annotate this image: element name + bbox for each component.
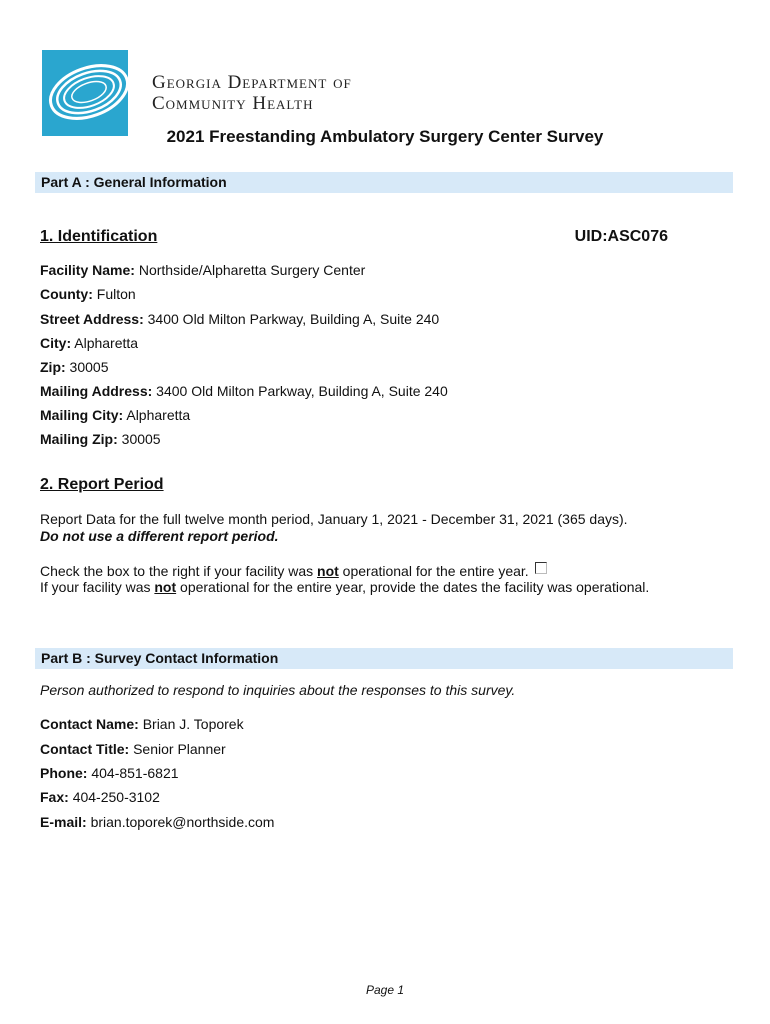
field-label: E-mail: xyxy=(40,814,87,830)
logo-rings-icon xyxy=(42,50,128,136)
org-name xyxy=(152,72,352,114)
dates-text-not: not xyxy=(154,579,177,595)
field-city xyxy=(40,335,138,351)
field-value: Alpharetta xyxy=(74,335,139,351)
field-value: 404-851-6821 xyxy=(91,765,179,781)
field-value: brian.toporek@northside.com xyxy=(90,814,275,830)
page-title: 2021 Freestanding Ambulatory Surgery Center Survey xyxy=(166,127,604,146)
field-email xyxy=(40,814,274,830)
part-b-header: Part B : Survey Contact Information xyxy=(35,648,733,669)
field-label: Phone: xyxy=(40,765,88,781)
contact-intro: Person authorized to respond to inquiries about the responses to this survey. xyxy=(40,682,516,698)
field-value: 3400 Old Milton Parkway, Building A, Suite 240 xyxy=(156,383,448,399)
dates-text-pre: If your facility was xyxy=(40,579,155,595)
field-label: Mailing Zip: xyxy=(40,431,118,447)
field-county xyxy=(40,286,136,302)
field-label: County: xyxy=(40,286,93,302)
not-operational-check-line xyxy=(40,562,547,579)
field-value: 404-250-3102 xyxy=(72,789,160,805)
field-value: 3400 Old Milton Parkway, Building A, Suite 240 xyxy=(147,311,440,327)
field-label: Fax: xyxy=(40,789,69,805)
field-mailing-address xyxy=(40,383,448,399)
report-period-heading: 2. Report Period xyxy=(40,476,164,493)
page-number: Page 1 xyxy=(365,983,405,997)
field-value: Fulton xyxy=(96,286,136,302)
identification-heading: 1. Identification xyxy=(40,228,158,245)
field-label: Mailing City: xyxy=(40,407,124,423)
dch-logo xyxy=(42,50,128,136)
field-label: City: xyxy=(40,335,72,351)
field-label: Zip: xyxy=(40,359,66,375)
field-zip xyxy=(40,359,108,375)
field-mailing-city xyxy=(40,407,190,423)
field-label: Contact Name: xyxy=(40,716,139,732)
operational-dates-line xyxy=(40,579,649,595)
report-period-warning: Do not use a different report period. xyxy=(40,528,279,544)
field-fax xyxy=(40,789,160,805)
uid-label: UID:ASC076 xyxy=(574,228,668,245)
field-mailing-zip xyxy=(40,431,161,447)
field-value: 30005 xyxy=(69,359,109,375)
org-name-line2: Community Health xyxy=(152,93,314,114)
field-value: Alpharetta xyxy=(126,407,191,423)
check-text-not: not xyxy=(317,563,339,579)
field-label: Facility Name: xyxy=(40,262,135,278)
org-name-line1: Georgia Department of xyxy=(152,72,352,93)
part-a-header: Part A : General Information xyxy=(35,172,733,193)
field-label: Contact Title: xyxy=(40,741,130,757)
field-value: 30005 xyxy=(121,431,161,447)
field-contact-name xyxy=(40,716,244,732)
field-facility-name xyxy=(40,262,365,278)
field-phone xyxy=(40,765,179,781)
check-text-pre: Check the box to the right if your facility was xyxy=(40,563,318,579)
field-value: Northside/Alpharetta Surgery Center xyxy=(138,262,366,278)
field-label: Mailing Address: xyxy=(40,383,153,399)
field-value: Senior Planner xyxy=(133,741,226,757)
field-street-address xyxy=(40,311,439,327)
report-period-text: Report Data for the full twelve month period, January 1, 2021 - December 31, 2021 (365 days). xyxy=(40,511,628,527)
check-text-post: operational for the entire year. xyxy=(338,563,529,579)
field-label: Street Address: xyxy=(40,311,144,327)
dates-text-post: operational for the entire year, provide the dates the facility was operational. xyxy=(176,579,650,595)
field-value: Brian J. Toporek xyxy=(142,716,244,732)
not-operational-checkbox[interactable] xyxy=(535,562,547,574)
field-contact-title xyxy=(40,741,226,757)
